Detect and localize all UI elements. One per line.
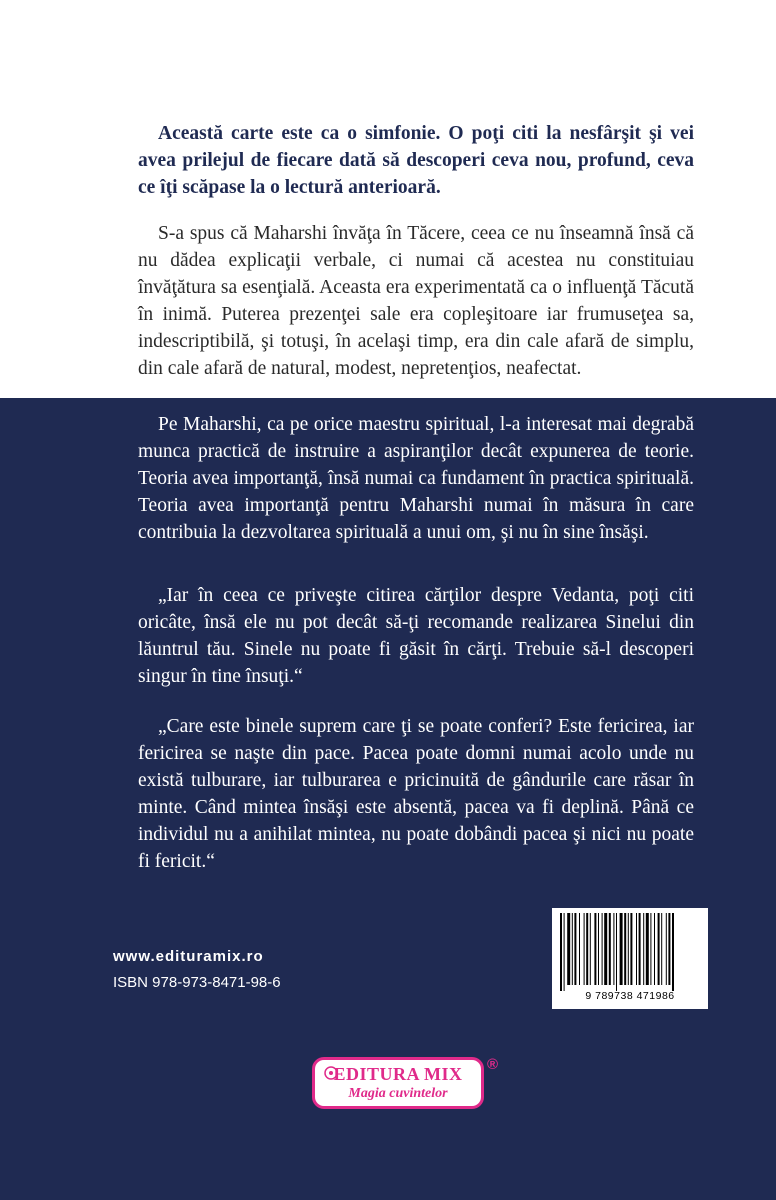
- barcode-digits: 9 789738 471986: [585, 990, 675, 1002]
- description-paragraph-1: [138, 220, 694, 382]
- barcode-bar: [584, 913, 585, 985]
- barcode-bar: [672, 913, 674, 991]
- quote-paragraph-1: [138, 582, 694, 690]
- barcode-bars: [558, 913, 702, 991]
- quote-paragraph-2: [138, 713, 694, 875]
- barcode-bar: [560, 913, 562, 991]
- barcode-bar: [564, 913, 565, 991]
- barcode-bar: [572, 913, 573, 985]
- barcode-bar: [602, 913, 603, 985]
- barcode-bar: [636, 913, 637, 985]
- barcode-bar: [624, 913, 626, 985]
- barcode-bar: [658, 913, 660, 985]
- publisher-tagline: Magia cuvintelor: [348, 1086, 448, 1101]
- barcode-bar: [586, 913, 588, 985]
- quote-text-2: „Care este binele suprem care ţi se poate conferi? Este fericirea, iar fericirea se naşte din pace. Pacea poate domni numai acolo unde nu există tulburare, iar tulburarea e pricinuită de gândurile care răsar în minte. Când mintea însăşi este absentă, pacea va fi deplină. Până ce individul nu a anihilat mintea, nu poate dobândi pacea şi nici nu poate fi fericit.“: [138, 716, 694, 872]
- barcode-bar: [654, 913, 655, 985]
- barcode-bar: [639, 913, 641, 985]
- barcode-bar: [650, 913, 651, 985]
- publisher-website[interactable]: www.edituramix.ro: [113, 948, 264, 965]
- barcode-bar: [628, 913, 629, 985]
- barcode-bar: [616, 913, 617, 991]
- barcode-bar: [646, 913, 649, 985]
- description-text-1: S-a spus că Maharshi învăţa în Tăcere, ceea ce nu înseamnă însă că nu dădea explicaţii verbale, ci numai că acestea nu constituiau învăţătura sa esenţială. Aceasta era experimentată ca o influenţă Tăcută în inimă. Puterea prezenţei sale era copleşitoare iar frumuseţea sa, indescriptibilă, şi totuşi, în acelaşi timp, era din cale afară de simplu, din cale afară de natural, modest, nepretenţios, neafectat.: [138, 223, 694, 379]
- publisher-logo: [312, 1057, 484, 1109]
- barcode-bar: [620, 913, 623, 985]
- barcode-bar: [643, 913, 644, 985]
- barcode-bar: [630, 913, 632, 985]
- barcode-bar: [579, 913, 580, 985]
- isbn-number: ISBN 978-973-8471-98-6: [113, 974, 281, 991]
- barcode-bar: [613, 913, 614, 985]
- barcode-bar: [668, 913, 670, 985]
- intro-text: Această carte este ca o simfonie. O poţi citi la nesfârşit şi vei avea prilejul de fiecare dată să descoperi ceva nou, profund, ceva ce îţi scăpase la o lectură anterioară.: [138, 123, 694, 198]
- registered-mark: ®: [487, 1056, 499, 1073]
- barcode-bar: [594, 913, 596, 985]
- barcode-bar: [567, 913, 570, 985]
- barcode-bar: [661, 913, 662, 985]
- barcode-bar: [609, 913, 611, 985]
- barcode: [552, 908, 708, 1009]
- barcode-bar: [666, 913, 667, 985]
- description-text-2: Pe Maharshi, ca pe orice maestru spiritual, l-a interesat mai degrabă munca practică de instruire a aspiranţilor decât expunerea de teorie. Teoria avea importanţă, însă numai ca fundament în practica spirituală. Teoria avea importanţă pentru Maharshi numai în măsura în care contribuia la dezvoltarea spirituală a unui om, şi nu în sine însăşi.: [138, 414, 694, 543]
- quote-text-1: „Iar în ceea ce priveşte citirea cărţilor despre Vedanta, poţi citi oricâte, însă ele nu pot decât să-ţi recomande realizarea Sinelui din lăuntrul tău. Sinele nu poate fi găsit în cărţi. Trebuie să-l descoperi singur în tine însuţi.“: [138, 585, 694, 687]
- description-paragraph-2: [138, 411, 694, 546]
- publisher-name: EDITURA MIX: [333, 1064, 463, 1084]
- barcode-bar: [604, 913, 607, 985]
- barcode-bar: [590, 913, 591, 985]
- barcode-bar: [598, 913, 599, 985]
- intro-paragraph: [138, 120, 694, 201]
- barcode-bar: [574, 913, 576, 985]
